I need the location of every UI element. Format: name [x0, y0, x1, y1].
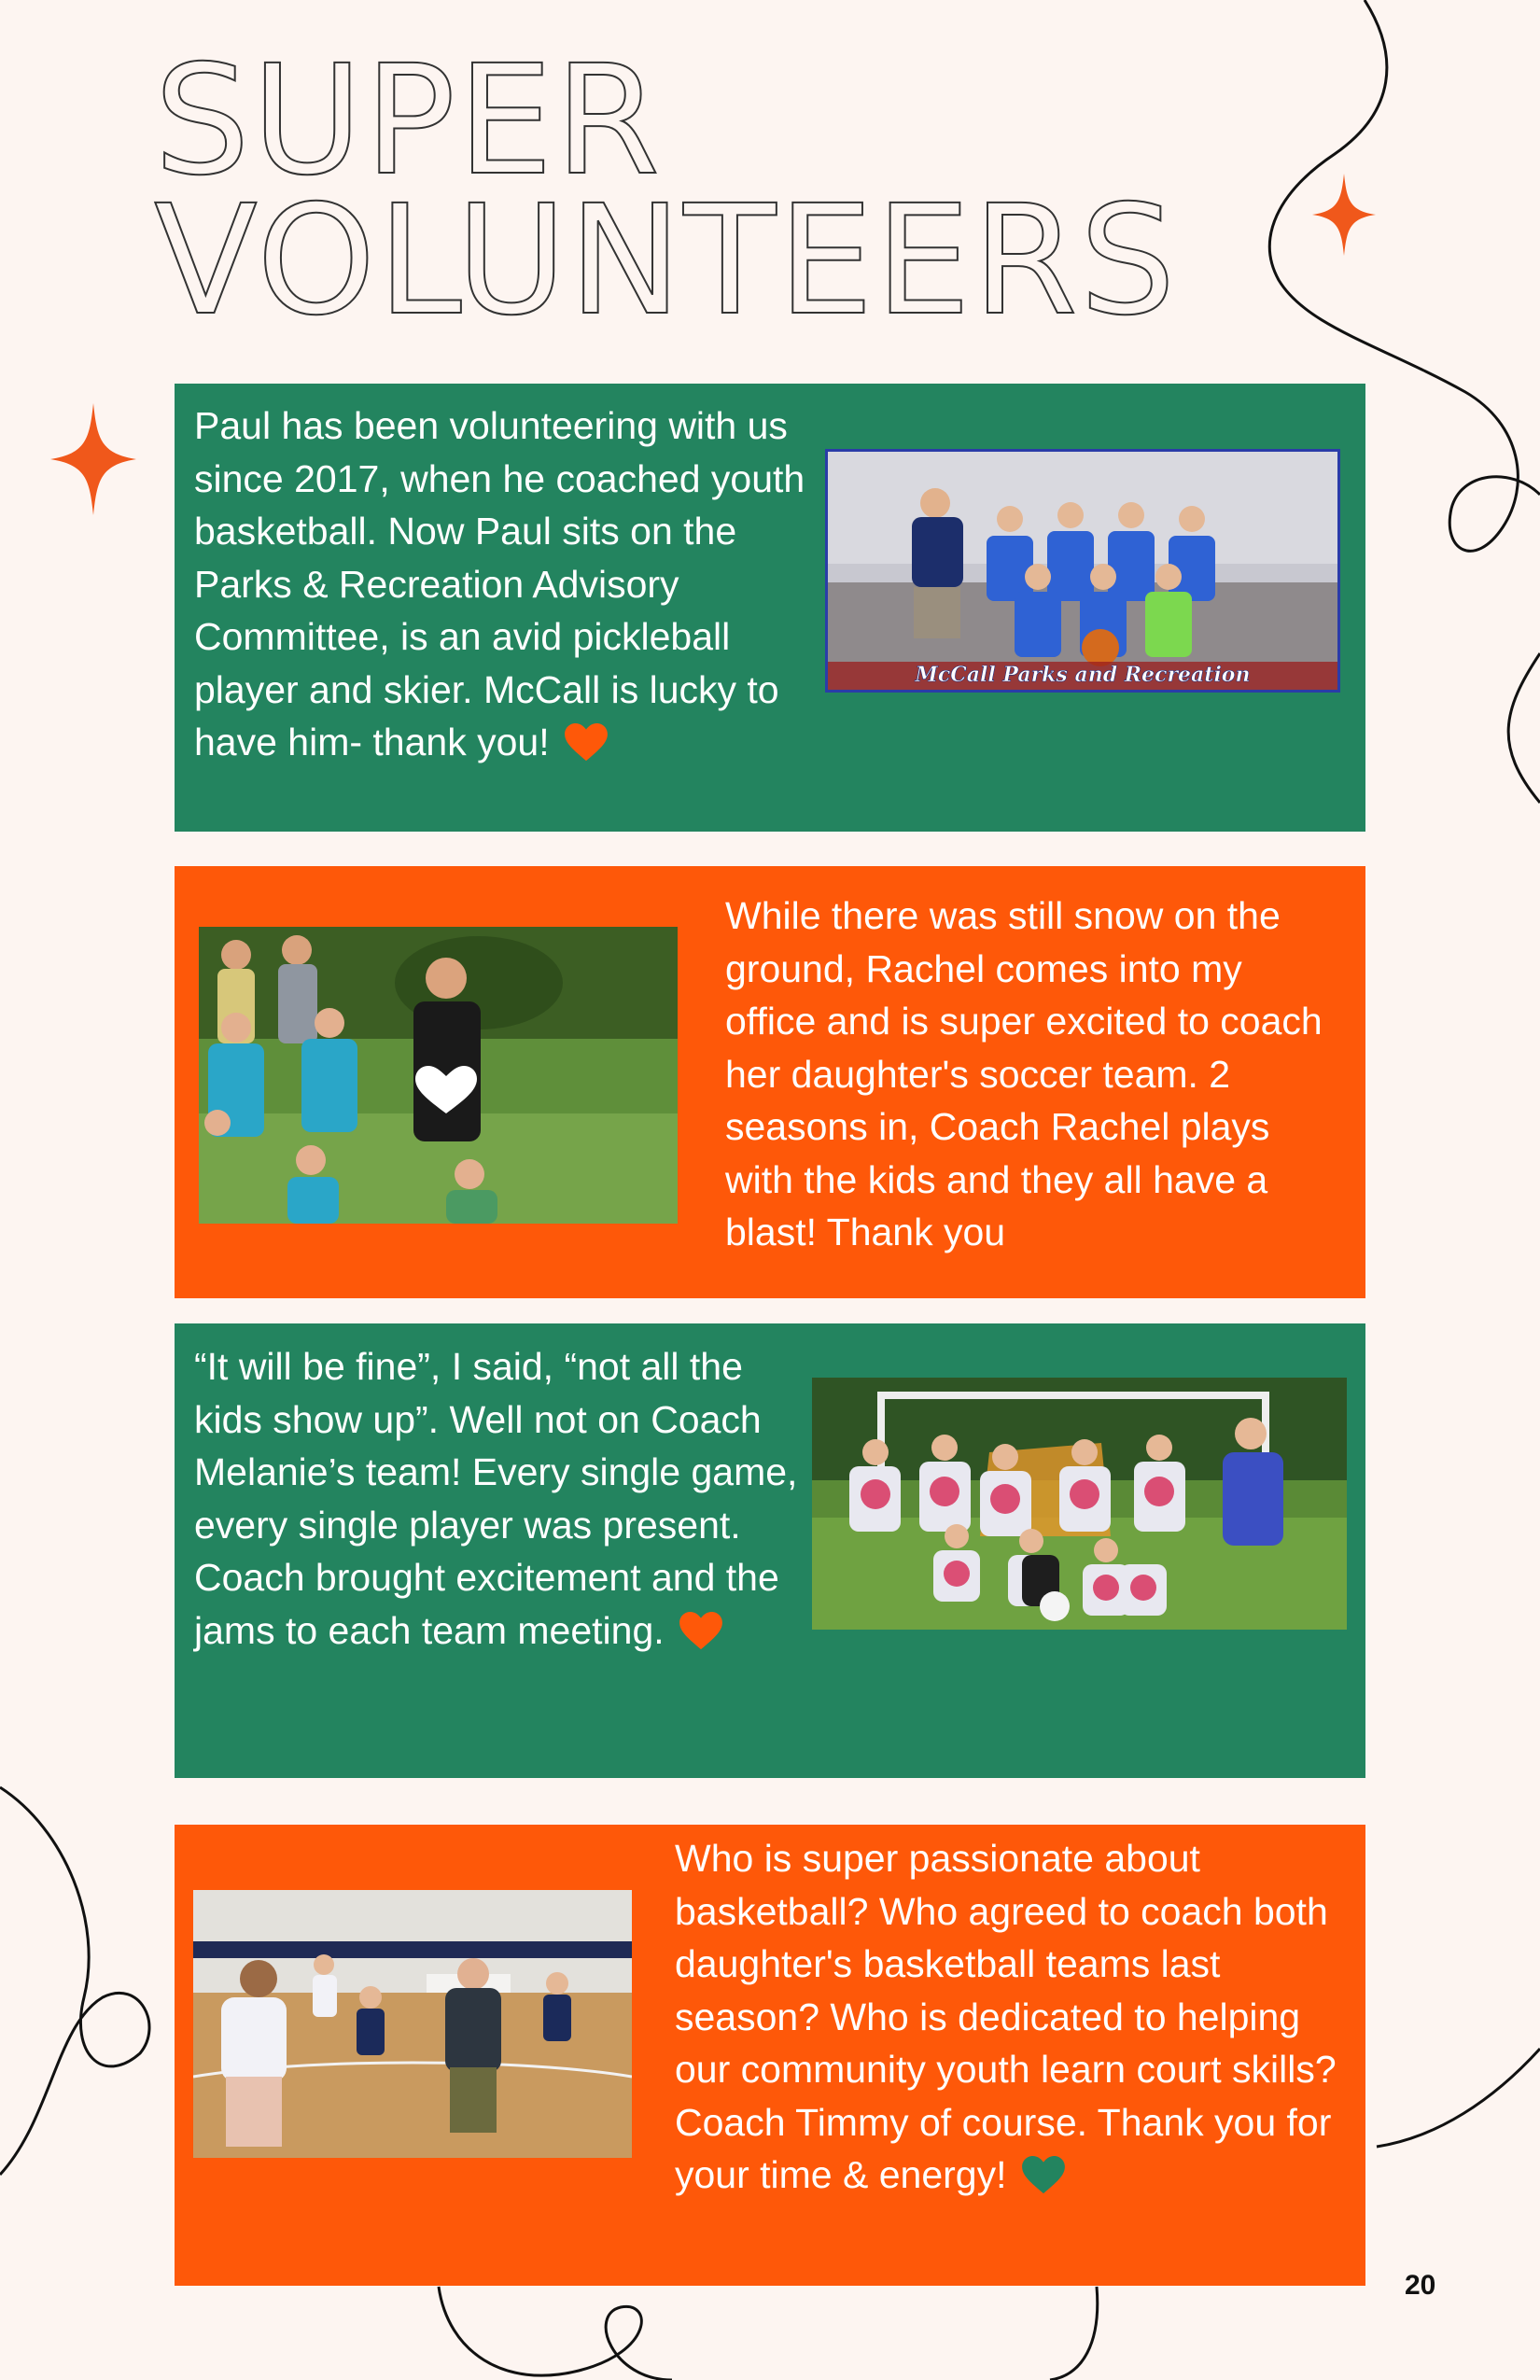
page-title [154, 34, 1178, 349]
photo-soccer-rachel [199, 927, 678, 1224]
volunteer-card-paul [175, 384, 1365, 832]
volunteer-card-melanie [175, 1323, 1365, 1778]
volunteer-card-timmy [175, 1825, 1365, 2286]
card-text [675, 1832, 1356, 2202]
sparkle-icon [1312, 174, 1376, 256]
card-text [725, 889, 1341, 1259]
heart-icon [1022, 2156, 1065, 2195]
card-paragraph: “It will be fine”, I said, “not all the kids show up”. Well not on Coach Melanie’s team! Every single game, every single player was present. Coach brought excitement and the jams to each team meeting. [194, 1345, 798, 1652]
photo-basketball-team [825, 449, 1340, 693]
heart-icon [565, 723, 608, 763]
heart-icon [679, 1612, 722, 1651]
card-paragraph: While there was still snow on the ground, Rachel comes into my office and is super excited to coach her daughter's soccer team. 2 seasons in, Coach Rachel plays with the kids and they all have a blast! Thank you [725, 894, 1323, 1253]
bottom-squiggle [439, 2287, 672, 2380]
photo-caption: McCall Parks and Recreation [915, 663, 1251, 687]
bottom-squiggle-right [1050, 2287, 1098, 2380]
photo-soccer-team [812, 1378, 1347, 1630]
title-line-1: SUPER [154, 34, 663, 209]
title-line-2: VOLUNTEERS [154, 174, 1178, 349]
volunteer-card-rachel [175, 866, 1365, 1298]
photo-basketball-gym [193, 1890, 632, 2158]
card-text [194, 399, 829, 769]
right-squiggle [1508, 653, 1540, 803]
page-number: 20 [1405, 2270, 1436, 2301]
card-paragraph: Paul has been volunteering with us since 2017, when he coached youth basketball. Now Paul sits on the Parks & Recreation Advisory Committee, is an avid pickleball player and skier. McCall is lucky to have him- thank you! [194, 404, 805, 763]
card-paragraph: Who is super passionate about basketball? Who agreed to coach both daughter's basketball teams last season? Who is dedicated to helping our community youth learn court skills? Coach Timmy of course. Thank you for your time & energy! [675, 1837, 1337, 2196]
card-text [194, 1340, 801, 1657]
sparkle-icon [50, 403, 136, 515]
left-squiggle [0, 1787, 149, 2175]
bottom-right-squiggle [1377, 2049, 1540, 2147]
